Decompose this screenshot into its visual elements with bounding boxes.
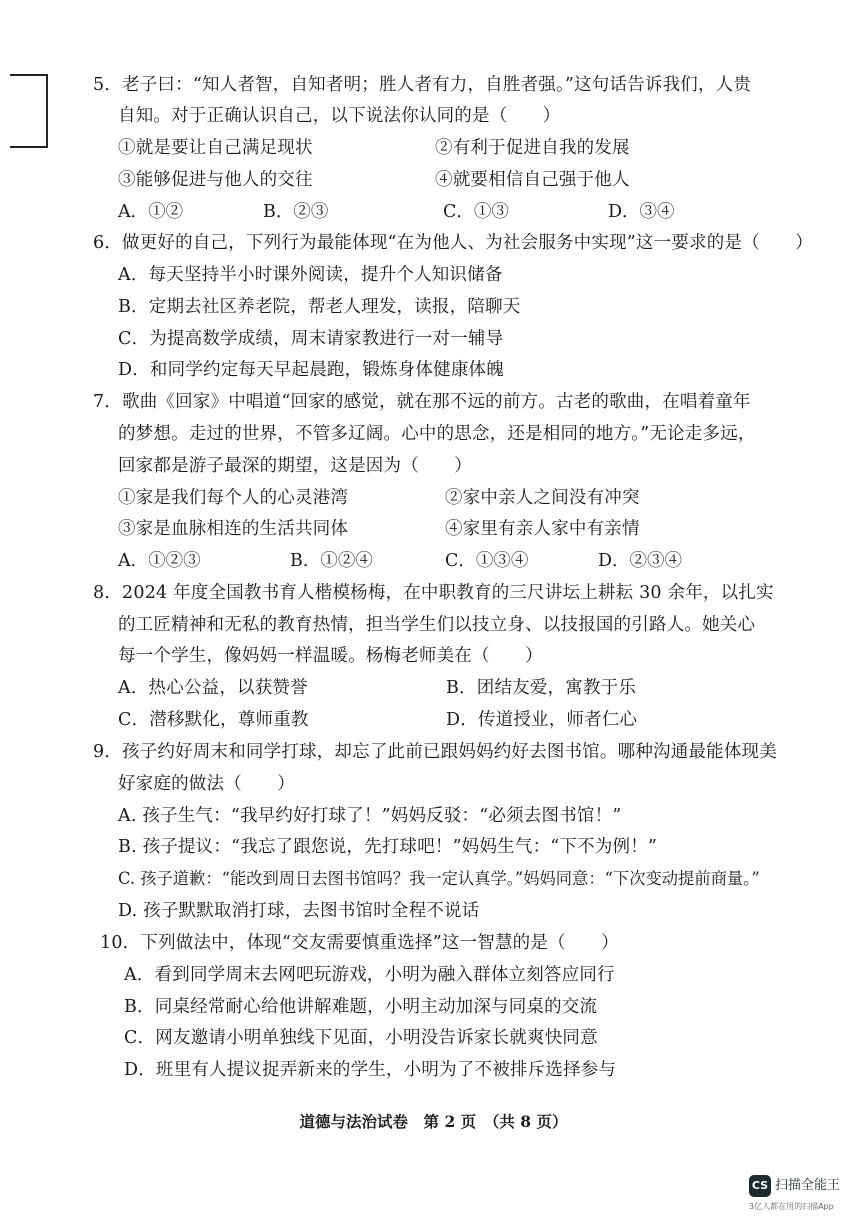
page-footer: 道德与法治试卷 第 2 页 （共 8 页） [299,1112,568,1131]
question-6-choice-d: D．和同学约定每天早起晨跑，锻炼身体健康体魄 [118,360,504,380]
question-10-choice-d: D．班里有人提议捉弄新来的学生，小明为了不被排斥选择参与 [124,1060,617,1080]
question-9-choice-d: D. 孩子默默取消打球，去图书馆时全程不说话 [118,901,480,921]
question-9-stem-line-1: 9．孩子约好周末和同学打球，却忘了此前已跟妈妈约好去图书馆。哪种沟通最能体现美 [93,742,777,762]
question-8-choice-b: B．团结友爱，寓教于乐 [446,678,637,698]
question-5-statement-2: ②有利于促进自我的发展 [435,138,630,158]
question-6-choice-b: B．定期去社区养老院，帮老人理发，读报，陪聊天 [118,297,521,317]
scanner-tagline: 3亿人都在用的扫描App [749,1202,834,1211]
question-8-choice-a: A．热心公益，以获赞誉 [118,678,308,698]
question-8-stem-line-3: 每一个学生，像妈妈一样温暖。杨梅老师美在（ ） [118,646,543,666]
question-7-statement-3: ③家是血脉相连的生活共同体 [118,519,349,539]
question-8-choice-d: D．传道授业，师者仁心 [446,710,638,730]
question-6-choice-c: C．为提高数学成绩，周末请家教进行一对一辅导 [118,329,504,349]
question-5-choice-d: D．③④ [608,202,675,222]
question-9-choice-b: B. 孩子提议：“我忘了跟您说，先打球吧！”妈妈生气：“下不为例！” [118,837,658,857]
question-6-stem: 6．做更好的自己，下列行为最能体现“在为他人、为社会服务中实现”这一要求的是（ ） [93,233,813,253]
question-7-stem-line-1: 7．歌曲《回家》中唱道“回家的感觉，就在那不远的前方。古老的歌曲，在唱着童年 [93,392,751,412]
question-7-choice-c: C．①③④ [445,551,529,571]
question-7-choice-b: B．①②④ [290,551,373,571]
question-5-statement-4: ④就要相信自己强于他人 [435,170,630,190]
question-7-statement-1: ①家是我们每个人的心灵港湾 [118,488,349,508]
camscanner-logo-icon: CS [749,1175,771,1197]
question-10-choice-a: A．看到同学周末去网吧玩游戏，小明为融入群体立刻答应同行 [124,965,615,985]
question-7-statement-4: ④家里有亲人家中有亲情 [445,519,640,539]
question-9-stem-line-2: 好家庭的做法（ ） [118,774,295,794]
question-8-choice-c: C．潜移默化，尊师重教 [118,710,309,730]
question-5-stem-line-2: 自知。对于正确认识自己，以下说法你认同的是（ ） [118,106,561,126]
question-6-choice-a: A．每天坚持半小时课外阅读，提升个人知识储备 [118,265,503,285]
question-9-choice-a: A. 孩子生气：“我早约好打球了！”妈妈反驳：“必须去图书馆！” [118,806,622,826]
scanner-app-name: 扫描全能王 [775,1178,841,1193]
question-7-statement-2: ②家中亲人之间没有冲突 [445,488,640,508]
question-7-choice-a: A．①②③ [118,551,201,571]
question-5-choice-a: A．①② [118,202,184,222]
question-7-choice-d: D．②③④ [598,551,683,571]
scanner-watermark [749,1175,859,1215]
question-10-choice-b: B．同桌经常耐心给他讲解难题，小明主动加深与同桌的交流 [124,997,598,1017]
question-10-choice-c: C．网友邀请小明单独线下见面，小明没告诉家长就爽快同意 [124,1028,598,1048]
question-5-statement-3: ③能够促进与他人的交往 [118,170,313,190]
question-8-stem-line-1: 8．2024 年度全国教书育人楷模杨梅，在中职教育的三尺讲坛上耕耘 30 余年，以扎实 [93,583,774,603]
question-7-stem-line-3: 回家都是游子最深的期望，这是因为（ ） [118,456,472,476]
question-8-stem-line-2: 的工匠精神和无私的教育热情，担当学生们以技立身、以技报国的引路人。她关心 [118,615,756,635]
question-5-choice-b: B．②③ [263,202,329,222]
question-5-stem-line-1: 5．老子曰：“知人者智，自知者明；胜人者有力，自胜者强。”这句话告诉我们，人贵 [93,75,752,95]
question-5-statement-1: ①就是要让自己满足现状 [118,138,313,158]
binding-margin-mark [8,74,48,148]
question-9-choice-c: C. 孩子道歉：“能改到周日去图书馆吗？我一定认真学。”妈妈同意：“下次变动提前商量。” [118,869,760,888]
question-7-stem-line-2: 的梦想。走过的世界，不管多辽阔。心中的思念，还是相同的地方。”无论走多远， [118,424,756,444]
question-5-choice-c: C．①③ [443,202,509,222]
question-10-stem: 10．下列做法中，体现“交友需要慎重选择”这一智慧的是（ ） [100,933,619,953]
